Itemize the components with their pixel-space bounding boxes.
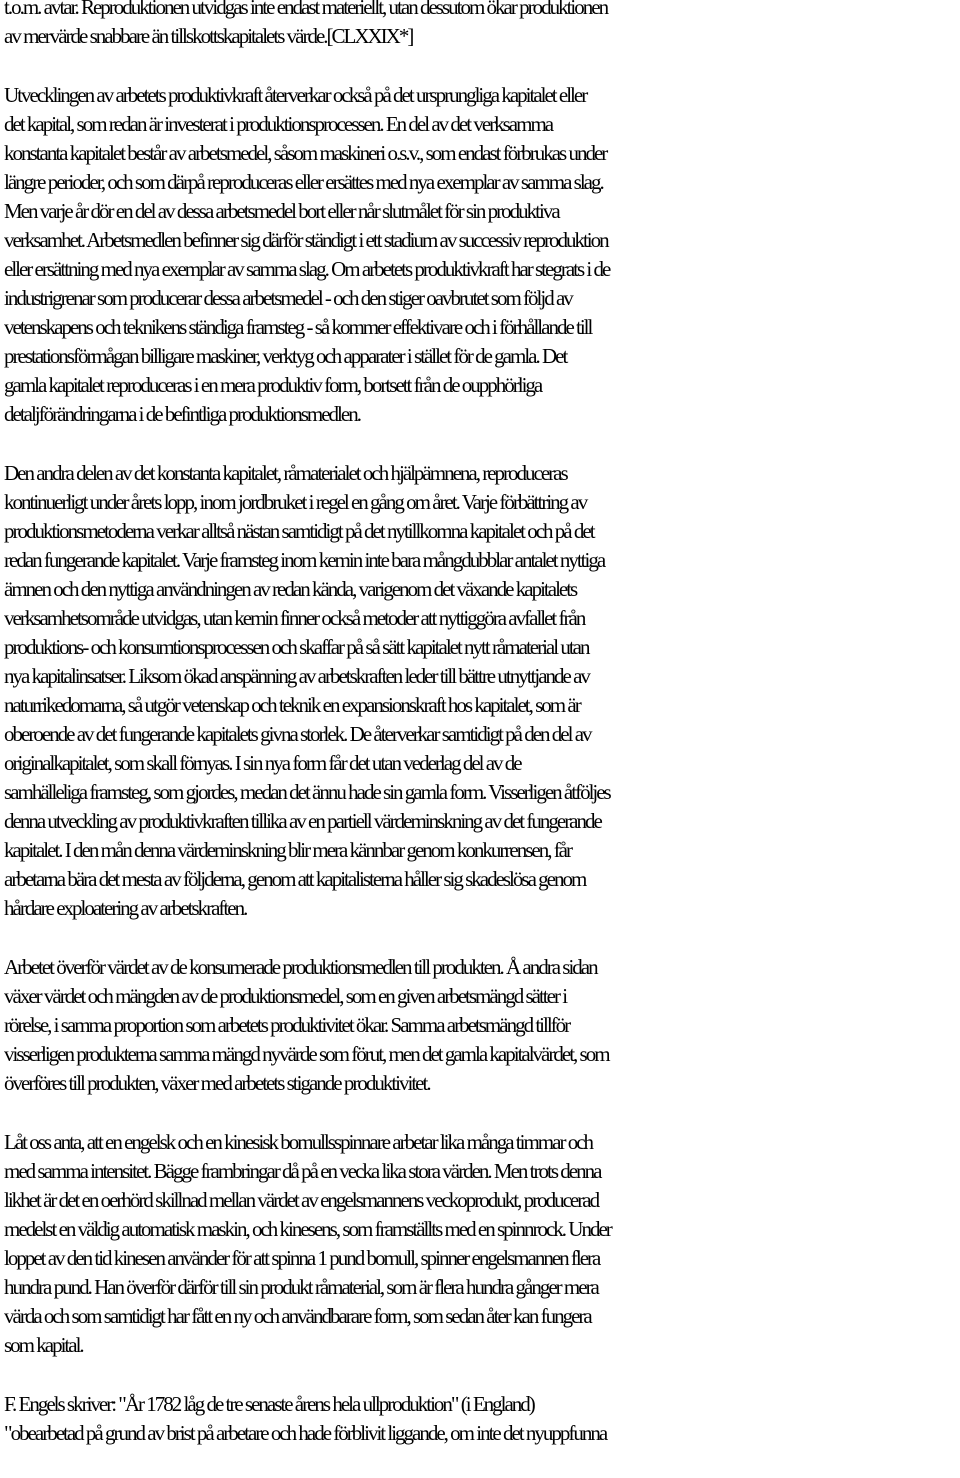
text-line: likhet är det en oerhörd skillnad mellan värdet av engelsmannens veckoprodukt, producerad xyxy=(4,1188,599,1212)
text-line: Men varje år dör en del av dessa arbetsmedel bort eller når slutmålet för sin produktiva xyxy=(4,199,559,223)
text-line: längre perioder, och som därpå reproduceras eller ersättes med nya exemplar av samma slag. xyxy=(4,170,603,194)
text-line: eller ersättning med nya exemplar av samma slag. Om arbetets produktivkraft har stegrats i de xyxy=(4,257,610,281)
text-line: oberoende av det fungerande kapitalets givna storlek. De återverkar samtidigt på den del av xyxy=(4,722,591,746)
text-line: kapitalet. I den mån denna värdeminskning blir mera kännbar genom konkurrensen, får xyxy=(4,838,572,862)
text-line: av mervärde snabbare än tillskottskapitalets värde.[CLXXIX*] xyxy=(4,24,413,48)
text-line: överföres till produkten, växer med arbetets stigande produktivitet. xyxy=(4,1071,430,1095)
text-line: denna utveckling av produktivkraften tillika av en partiell värdeminskning av det fungerande xyxy=(4,809,601,833)
text-line: ämnen och den nyttiga användningen av redan kända, varigenom det växande kapitalets xyxy=(4,577,577,601)
text-line: "obearbetad på grund av brist på arbetare och hade förblivit liggande, om inte det nyuppfunna xyxy=(4,1421,607,1445)
paragraph xyxy=(4,1390,958,1448)
text-line: produktionsmetoderna verkar alltså nästan samtidigt på det nytillkomna kapitalet och på det xyxy=(4,519,594,543)
text-line: arbetarna bära det mesta av följderna, genom att kapitalisterna håller sig skadeslösa genom xyxy=(4,867,586,891)
text-line: verksamhetsområde utvidgas, utan kemin finner också metoder att nyttiggöra avfallet från xyxy=(4,606,585,630)
text-line: vetenskapens och teknikens ständiga framsteg - så kommer effektivare och i förhållande till xyxy=(4,315,592,339)
text-line: naturrikedomarna, så utgör vetenskap och teknik en expansionskraft hos kapitalet, som är xyxy=(4,693,580,717)
text-line: redan fungerande kapitalet. Varje framsteg inom kemin inte bara mångdubblar antalet nyttiga xyxy=(4,548,605,572)
text-line: verksamhet. Arbetsmedlen befinner sig därför ständigt i ett stadium av successiv reproduktion xyxy=(4,228,608,252)
paragraph xyxy=(4,0,958,51)
text-line: industrigrenar som producerar dessa arbetsmedel - och den stiger oavbrutet som följd av xyxy=(4,286,572,310)
text-line: konstanta kapitalet består av arbetsmedel, såsom maskineri o.s.v., som endast förbrukas under xyxy=(4,141,607,165)
text-line: med samma intensitet. Bägge frambringar då på en vecka lika stora värden. Men trots denna xyxy=(4,1159,601,1183)
paragraph xyxy=(4,459,958,923)
text-line: t.o.m. avtar. Reproduktionen utvidgas inte endast materiellt, utan dessutom ökar produktionen xyxy=(4,0,608,19)
text-line: värda och som samtidigt har fått en ny och användbarare form, som sedan åter kan fungera xyxy=(4,1304,591,1328)
text-line: F. Engels skriver: "År 1782 låg de tre senaste årens hela ullproduktion" (i England) xyxy=(4,1392,534,1416)
text-line: nya kapitalinsatser. Liksom ökad anspänning av arbetskraften leder till bättre utnyttjande av xyxy=(4,664,589,688)
text-line: kontinuerligt under årets lopp, inom jordbruket i regel en gång om året. Varje förbättring av xyxy=(4,490,587,514)
paragraph xyxy=(4,953,958,1098)
text-line: loppet av den tid kinesen använder för att spinna 1 pund bomull, spinner engelsmannen flera xyxy=(4,1246,600,1270)
text-line: Arbetet överför värdet av de konsumerade produktionsmedlen till produkten. Å andra sidan xyxy=(4,955,597,979)
text-line: hundra pund. Han överför därför till sin produkt råmaterial, som är flera hundra gånger mera xyxy=(4,1275,598,1299)
text-line: Utvecklingen av arbetets produktivkraft återverkar också på det ursprungliga kapitalet eller xyxy=(4,83,587,107)
text-line: växer värdet och mängden av de produktionsmedel, som en given arbetsmängd sätter i xyxy=(4,984,567,1008)
text-line: visserligen produkterna samma mängd nyvärde som förut, men det gamla kapitalvärdet, som xyxy=(4,1042,609,1066)
text-line: samhälleliga framsteg, som gjordes, medan det ännu hade sin gamla form. Visserligen åtföljes xyxy=(4,780,610,804)
text-line: Låt oss anta, att en engelsk och en kinesisk bomullsspinnare arbetar lika många timmar och xyxy=(4,1130,593,1154)
text-line: medelst en väldig automatisk maskin, och kinesens, som framställts med en spinnrock. Under xyxy=(4,1217,611,1241)
text-line: det kapital, som redan är investerat i produktionsprocessen. En del av det verksamma xyxy=(4,112,553,136)
text-line: gamla kapitalet reproduceras i en mera produktiv form, bortsett från de oupphörliga xyxy=(4,373,542,397)
text-line: originalkapitalet, som skall förnyas. I sin nya form får det utan vederlag del av de xyxy=(4,751,521,775)
paragraph xyxy=(4,81,958,429)
text-line: Den andra delen av det konstanta kapitalet, råmaterialet och hjälpämnena, reproduceras xyxy=(4,461,567,485)
text-line: detaljförändringarna i de befintliga produktionsmedlen. xyxy=(4,402,360,426)
text-line: hårdare exploatering av arbetskraften. xyxy=(4,896,247,920)
text-line: prestationsförmågan billigare maskiner, verktyg och apparater i stället för de gamla. Det xyxy=(4,344,567,368)
text-line: som kapital. xyxy=(4,1333,83,1357)
paragraph xyxy=(4,1128,958,1360)
text-line: rörelse, i samma proportion som arbetets produktivitet ökar. Samma arbetsmängd tillför xyxy=(4,1013,570,1037)
text-line: produktions- och konsumtionsprocessen och skaffar på så sätt kapitalet nytt råmaterial utan xyxy=(4,635,589,659)
document-page xyxy=(4,0,958,1478)
